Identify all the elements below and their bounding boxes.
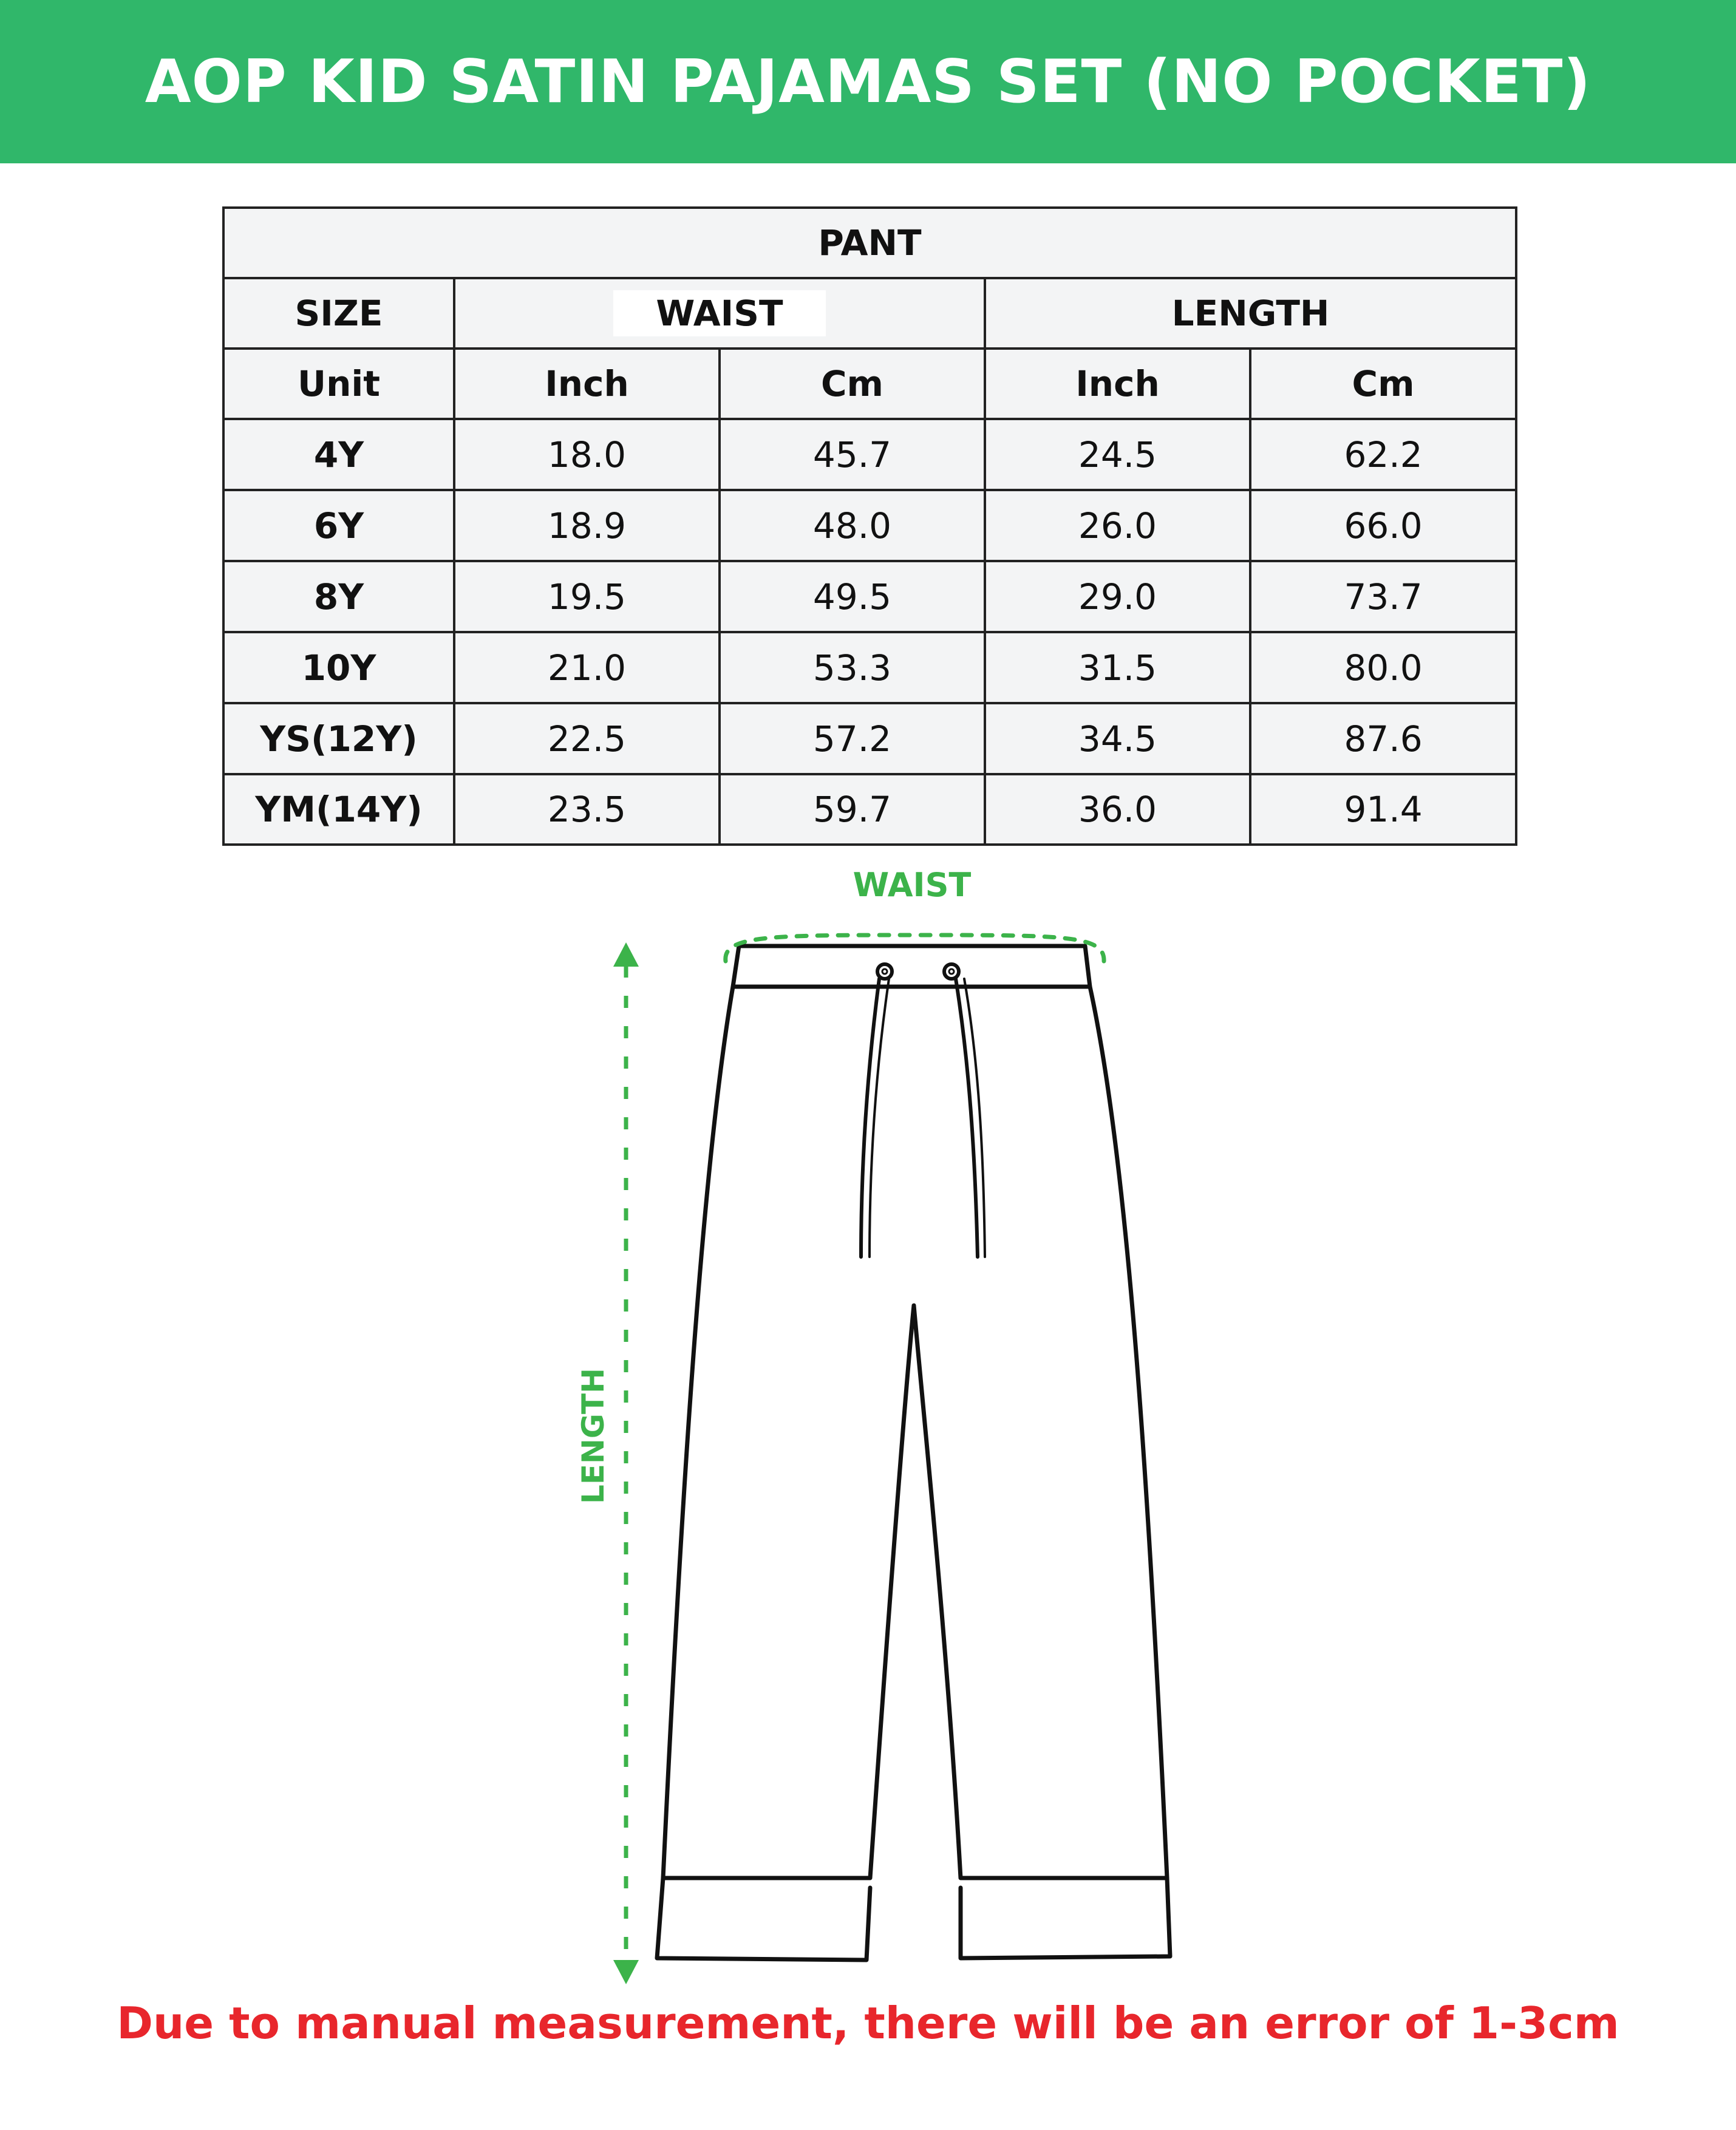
- size-cell: 6Y: [223, 490, 454, 561]
- waist-inch-cell: 23.5: [454, 774, 720, 845]
- length-measure-label: LENGTH: [576, 1368, 611, 1504]
- unit-waist-cm: Cm: [720, 349, 985, 419]
- length-measure-arrow: [613, 942, 639, 1984]
- length-cm-cell: 87.6: [1250, 703, 1516, 774]
- size-header: SIZE: [223, 278, 454, 349]
- table-title: PANT: [223, 208, 1516, 278]
- waist-inch-cell: 18.0: [454, 419, 720, 490]
- table-row: [223, 419, 1516, 490]
- title-banner: [0, 0, 1736, 163]
- table-row: [223, 774, 1516, 845]
- length-inch-cell: 29.0: [985, 561, 1250, 632]
- length-inch-cell: 26.0: [985, 490, 1250, 561]
- waist-inch-cell: 22.5: [454, 703, 720, 774]
- unit-label: Unit: [223, 349, 454, 419]
- waist-inch-cell: 19.5: [454, 561, 720, 632]
- unit-length-inch: Inch: [985, 349, 1250, 419]
- table-row: [223, 632, 1516, 703]
- waist-cm-cell: 48.0: [720, 490, 985, 561]
- size-cell: 10Y: [223, 632, 454, 703]
- length-inch-cell: 24.5: [985, 419, 1250, 490]
- waist-cm-cell: 59.7: [720, 774, 985, 845]
- pajama-pants-icon: [657, 946, 1170, 1960]
- length-cm-cell: 66.0: [1250, 490, 1516, 561]
- size-cell: 4Y: [223, 419, 454, 490]
- measurement-note: Due to manual measurement, there will be an error of 1-3cm: [117, 1998, 1619, 2049]
- length-inch-cell: 34.5: [985, 703, 1250, 774]
- waist-measure-label: WAIST: [853, 866, 972, 904]
- length-cm-cell: 80.0: [1250, 632, 1516, 703]
- waist-cm-cell: 45.7: [720, 419, 985, 490]
- length-cm-cell: 91.4: [1250, 774, 1516, 845]
- length-cm-cell: 62.2: [1250, 419, 1516, 490]
- waist-cm-cell: 53.3: [720, 632, 985, 703]
- size-chart-table: [222, 206, 1517, 846]
- waist-cm-cell: 49.5: [720, 561, 985, 632]
- waist-inch-cell: 21.0: [454, 632, 720, 703]
- unit-length-cm: Cm: [1250, 349, 1516, 419]
- unit-waist-inch: Inch: [454, 349, 720, 419]
- waist-cm-cell: 57.2: [720, 703, 985, 774]
- waist-header-label: WAIST: [613, 290, 825, 336]
- page-title: AOP KID SATIN PAJAMAS SET (NO POCKET): [145, 47, 1591, 117]
- size-cell: YM(14Y): [223, 774, 454, 845]
- pants-measurement-diagram: [0, 845, 1736, 2029]
- table-row: [223, 490, 1516, 561]
- length-inch-cell: 31.5: [985, 632, 1250, 703]
- size-cell: YS(12Y): [223, 703, 454, 774]
- waist-inch-cell: 18.9: [454, 490, 720, 561]
- table-row: [223, 561, 1516, 632]
- waist-header: [454, 278, 985, 349]
- length-header: LENGTH: [985, 278, 1516, 349]
- size-cell: 8Y: [223, 561, 454, 632]
- length-inch-cell: 36.0: [985, 774, 1250, 845]
- length-cm-cell: 73.7: [1250, 561, 1516, 632]
- table-row: [223, 703, 1516, 774]
